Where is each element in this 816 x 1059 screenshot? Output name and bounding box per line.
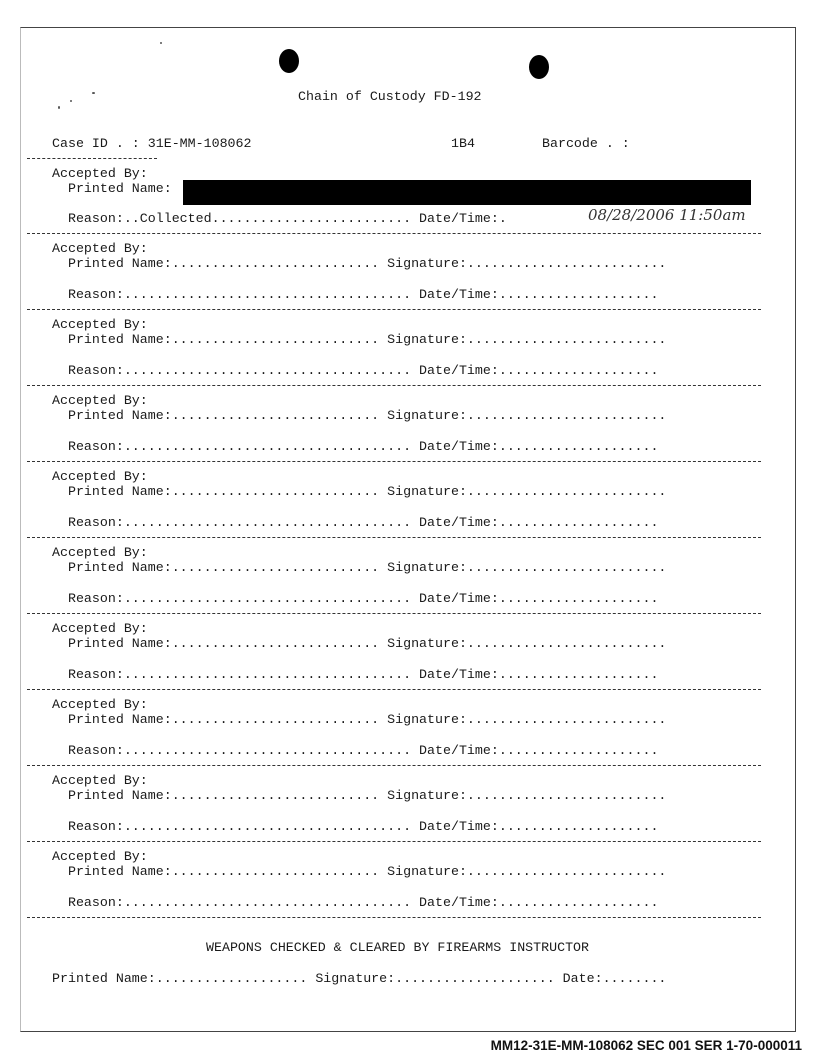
divider [27, 233, 761, 234]
redaction-block [183, 180, 751, 205]
accepted-by-label: Accepted By: [52, 545, 148, 560]
weapons-signature-line: Printed Name:................... Signature:.................... Date:........ [52, 971, 667, 986]
reason-datetime-line: Reason:.................................... Date/Time:.................... [52, 439, 659, 454]
handwritten-datetime: 08/28/2006 11:50am [588, 206, 746, 224]
reason-datetime-line: Reason:.................................... Date/Time:.................... [52, 819, 659, 834]
divider [27, 917, 761, 918]
divider [27, 537, 761, 538]
scan-speck [58, 106, 60, 109]
weapons-heading: WEAPONS CHECKED & CLEARED BY FIREARMS INSTRUCTOR [206, 940, 590, 955]
name-signature-line: Printed Name:.......................... Signature:......................... [52, 408, 667, 423]
divider [27, 461, 761, 462]
form-title: Chain of Custody FD-192 [298, 89, 482, 104]
divider [27, 158, 157, 159]
accepted-by-label: Accepted By: [52, 849, 148, 864]
divider [27, 385, 761, 386]
reason-datetime-line: Reason:.................................... Date/Time:.................... [52, 667, 659, 682]
reason-datetime-line: Reason:.................................... Date/Time:.................... [52, 743, 659, 758]
reason-datetime-line: Reason:.................................... Date/Time:.................... [52, 895, 659, 910]
divider [27, 689, 761, 690]
name-signature-line: Printed Name:.......................... Signature:......................... [52, 560, 667, 575]
accepted-by-label: Accepted By: [52, 317, 148, 332]
bates-serial-number: MM12-31E-MM-108062 SEC 001 SER 1-70-000011 [490, 1038, 802, 1053]
scan-speck [92, 92, 95, 94]
reason-datetime-line: Reason:.................................... Date/Time:.................... [52, 591, 659, 606]
name-signature-line: Printed Name:.......................... Signature:......................... [52, 484, 667, 499]
punch-hole-right [529, 55, 549, 79]
name-signature-line: Printed Name:.......................... Signature:......................... [52, 788, 667, 803]
reason-datetime-line: Reason:.................................... Date/Time:.................... [52, 287, 659, 302]
accepted-by-label: Accepted By: [52, 166, 148, 181]
accepted-by-label: Accepted By: [52, 621, 148, 636]
name-signature-line: Printed Name:.......................... Signature:......................... [52, 332, 667, 347]
accepted-by-label: Accepted By: [52, 241, 148, 256]
punch-hole-left [279, 49, 299, 73]
accepted-by-label: Accepted By: [52, 773, 148, 788]
case-id: Case ID . : 31E-MM-108062 [52, 136, 252, 151]
name-signature-line: Printed Name:.......................... Signature:......................... [52, 864, 667, 879]
reason-datetime-line: Reason:.................................... Date/Time:.................... [52, 515, 659, 530]
reason-datetime-line: Reason:.................................... Date/Time:.................... [52, 363, 659, 378]
scan-speck [70, 100, 72, 102]
name-signature-line: Printed Name:.......................... Signature:......................... [52, 636, 667, 651]
divider [27, 613, 761, 614]
printed-name-label: Printed Name: [52, 181, 172, 196]
reason-collected-line: Reason:..Collected......................... Date/Time:. [52, 211, 507, 226]
accepted-by-label: Accepted By: [52, 469, 148, 484]
divider [27, 309, 761, 310]
divider [27, 765, 761, 766]
scan-speck [160, 42, 162, 44]
accepted-by-label: Accepted By: [52, 697, 148, 712]
divider [27, 841, 761, 842]
item-code: 1B4 [451, 136, 475, 151]
name-signature-line: Printed Name:.......................... Signature:......................... [52, 712, 667, 727]
accepted-by-label: Accepted By: [52, 393, 148, 408]
name-signature-line: Printed Name:.......................... Signature:......................... [52, 256, 667, 271]
barcode-label: Barcode . : [542, 136, 630, 151]
